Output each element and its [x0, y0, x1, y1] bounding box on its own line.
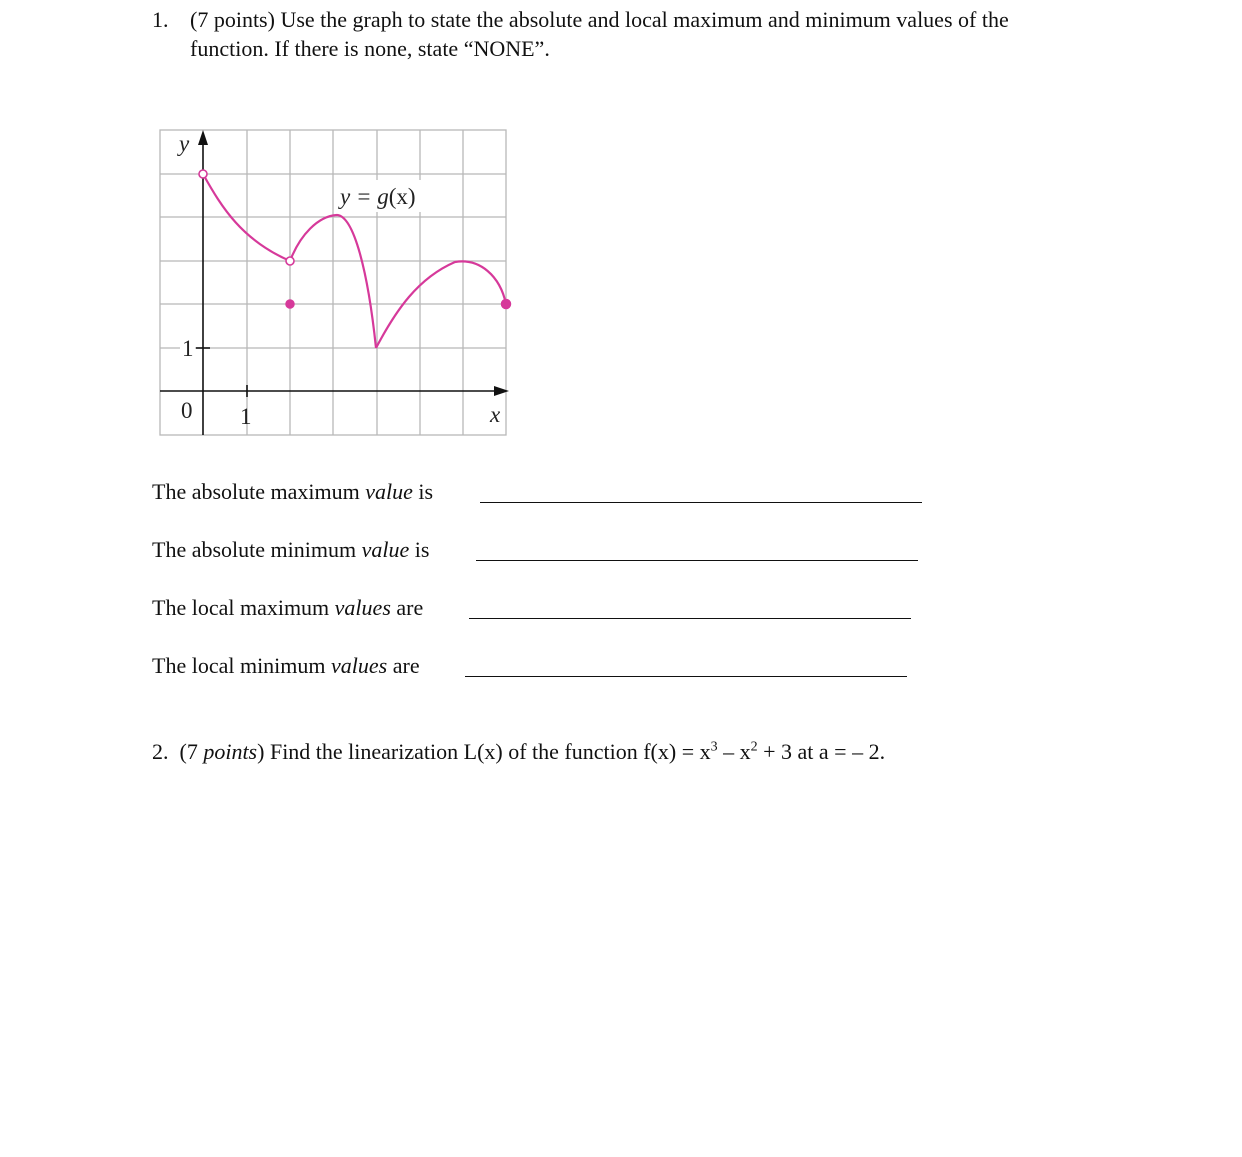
y-tick-label: 1	[182, 336, 194, 361]
question-2-text-a: Find the linearization L(x) of the function f(x) = x	[264, 739, 711, 764]
origin-label: 0	[181, 398, 193, 423]
y-axis-arrow-icon	[198, 130, 208, 145]
filled-point-right-endpoint	[502, 300, 511, 309]
question-2-exponent-3: 3	[710, 739, 718, 755]
answer-row-absolute-minimum	[152, 536, 429, 564]
answer-italic-word: values	[331, 653, 388, 678]
question-1-number: 1.	[152, 7, 169, 32]
graph-grid	[160, 130, 506, 435]
question-2-text-c: + 3 at a = – 2.	[757, 739, 886, 764]
answer-prefix: The local maximum	[152, 595, 335, 620]
question-2-exponent-2: 2	[750, 739, 758, 755]
question-2-points-italic: points	[203, 739, 258, 764]
question-2-points-close: )	[257, 739, 265, 764]
y-axis-label: y	[179, 131, 190, 156]
question-2-text-b: – x	[717, 739, 751, 764]
x-tick-label: 1	[240, 404, 252, 429]
question-2-number: 2.	[152, 739, 169, 764]
function-label-x: (x)	[388, 184, 416, 209]
filled-point-at-x2	[286, 300, 294, 308]
answer-suffix: are	[387, 653, 420, 678]
answer-blank-absolute-minimum[interactable]	[476, 560, 918, 561]
answer-prefix: The absolute minimum	[152, 537, 362, 562]
function-graph	[152, 122, 514, 442]
curve-segment-3	[376, 261, 506, 348]
function-label	[338, 184, 416, 209]
question-1-text-line-2: function. If there is none, state “NONE”.	[190, 36, 550, 61]
answer-italic-word: value	[365, 479, 413, 504]
answer-row-local-minimum	[152, 652, 420, 680]
answer-italic-word: values	[334, 595, 391, 620]
question-2	[152, 738, 885, 766]
answer-blank-absolute-maximum[interactable]	[480, 502, 922, 503]
answer-suffix: are	[390, 595, 424, 620]
answer-italic-word: value	[361, 537, 410, 562]
question-2-points-open: (7	[179, 739, 204, 764]
answer-suffix: is	[409, 537, 430, 562]
function-label-g: g	[377, 184, 389, 209]
answer-row-absolute-maximum	[152, 478, 433, 506]
answer-blank-local-minimum[interactable]	[465, 676, 907, 677]
question-1-text-line-1: (7 points) Use the graph to state the absolute and local maximum and minimum values of the	[190, 7, 1009, 32]
x-axis-arrow-icon	[494, 386, 509, 396]
graph-axes	[160, 130, 509, 435]
answer-row-local-maximum	[152, 594, 423, 622]
open-circle-left-endpoint	[199, 170, 207, 178]
answer-prefix: The local minimum	[152, 653, 332, 678]
answer-prefix: The absolute maximum	[152, 479, 366, 504]
x-axis-label: x	[490, 402, 501, 427]
answer-suffix: is	[412, 479, 434, 504]
open-circle-hole	[286, 257, 294, 265]
function-label-left: y =	[340, 184, 378, 209]
answer-blank-local-maximum[interactable]	[469, 618, 911, 619]
